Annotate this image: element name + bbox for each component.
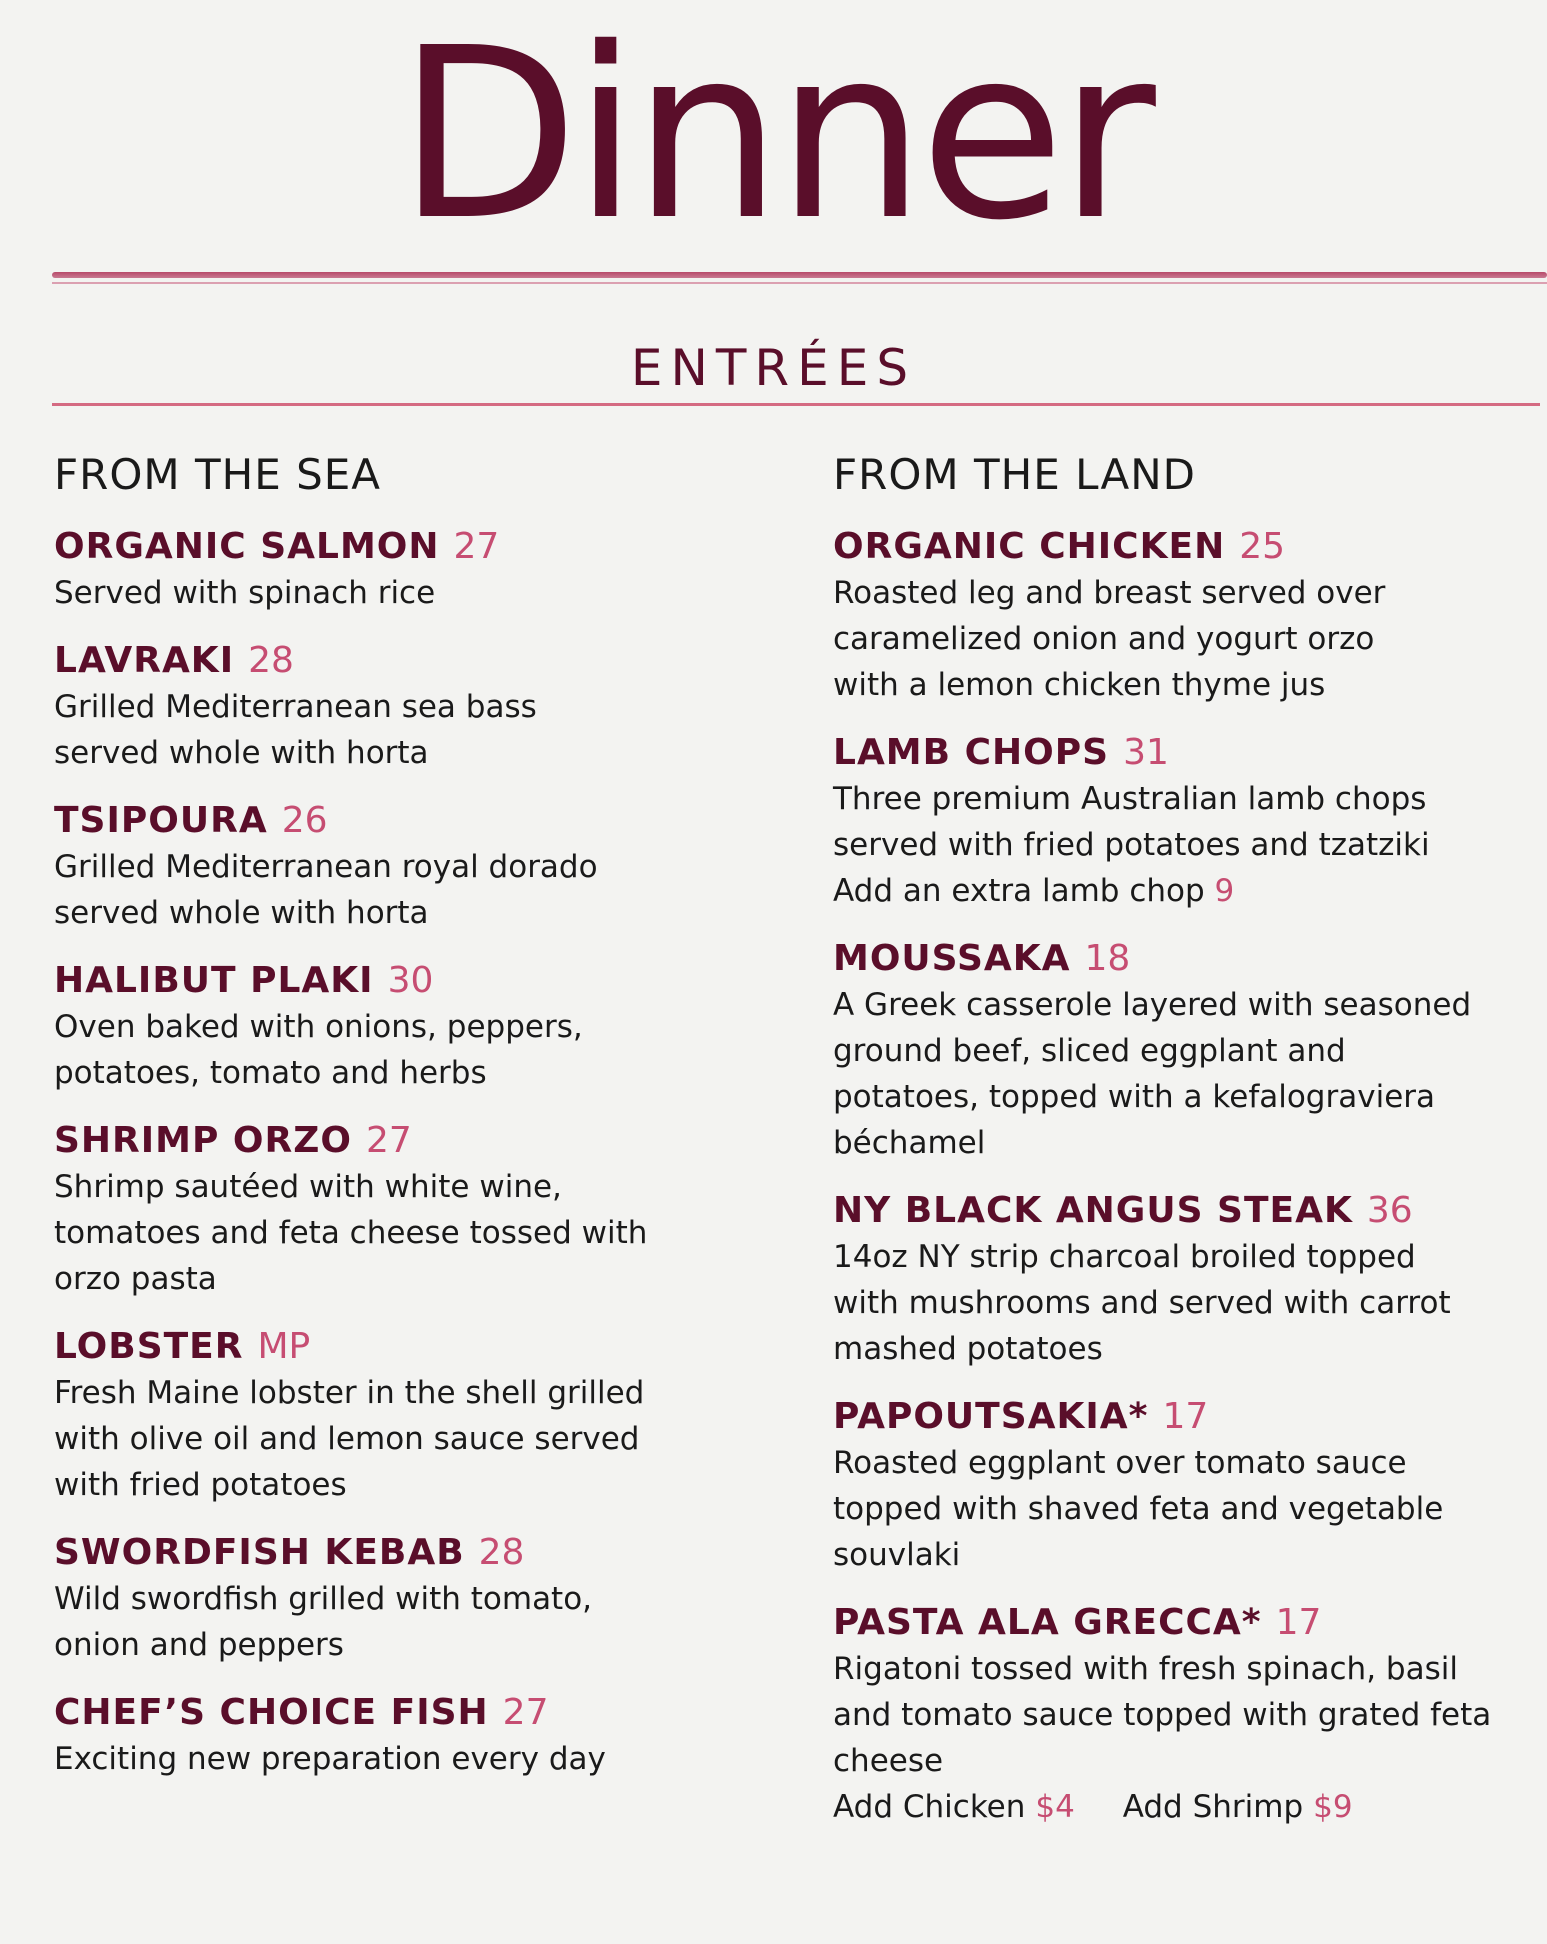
item-name: HALIBUT PLAKI <box>54 960 374 1001</box>
section-divider <box>52 403 1540 406</box>
item-price: 28 <box>248 640 294 681</box>
sea-heading: FROM THE SEA <box>54 450 382 499</box>
item-price: 30 <box>387 960 434 1001</box>
item-description: Grilled Mediterranean royal dorado served whole with horta <box>54 849 598 931</box>
item-price: 27 <box>502 1692 549 1733</box>
menu-item <box>54 1324 704 1508</box>
land-heading: FROM THE LAND <box>833 450 1196 499</box>
extra-price: 9 <box>1214 873 1235 909</box>
item-name: SWORDFISH KEBAB <box>54 1532 465 1573</box>
menu-item <box>54 798 704 936</box>
addon-label: Add Shrimp <box>1122 1789 1304 1825</box>
item-price: 17 <box>1275 1602 1322 1643</box>
addon-row <box>833 1784 1533 1830</box>
item-name: SHRIMP ORZO <box>54 1120 352 1161</box>
addon-shrimp <box>1123 1784 1353 1830</box>
addon-label: Add Chicken <box>833 1789 1026 1825</box>
menu-item <box>54 1690 704 1782</box>
title-divider-thin <box>52 282 1547 284</box>
item-name: NY BLACK ANGUS STEAK <box>833 1190 1353 1231</box>
item-price: 31 <box>1123 732 1169 773</box>
item-description: Wild swordfish grilled with tomato, onion and peppers <box>54 1581 593 1663</box>
sea-column <box>54 448 704 1782</box>
item-name: CHEF’S CHOICE FISH <box>54 1692 489 1733</box>
item-name: LOBSTER <box>54 1326 244 1367</box>
item-name: PAPOUTSAKIA* <box>833 1396 1149 1437</box>
item-description: Served with spinach rice <box>54 575 436 611</box>
item-price: 27 <box>453 526 500 567</box>
menu-item <box>833 1188 1533 1372</box>
item-description: Roasted leg and breast served over caramelized onion and yogurt orzo with a lemon chicken thyme jus <box>833 575 1386 703</box>
menu-item <box>54 958 704 1096</box>
addon-price: $4 <box>1035 1789 1075 1825</box>
item-description: Grilled Mediterranean sea bass served whole with horta <box>54 689 537 771</box>
item-price: 26 <box>281 800 328 841</box>
extra-label: Add an extra lamb chop <box>833 873 1205 909</box>
item-extra <box>833 868 1533 914</box>
item-price: 36 <box>1366 1190 1413 1231</box>
menu-item <box>54 638 704 776</box>
item-description: Roasted eggplant over tomato sauce topped with shaved feta and vegetable souvlaki <box>833 1445 1444 1573</box>
item-name: LAVRAKI <box>54 640 235 681</box>
menu-item <box>54 1118 704 1302</box>
item-description: Shrimp sautéed with white wine, tomatoes and feta cheese tossed with orzo pasta <box>54 1169 648 1297</box>
item-price: 27 <box>365 1120 412 1161</box>
item-price: 25 <box>1239 526 1286 567</box>
menu-item <box>833 936 1533 1166</box>
menu-item <box>54 1530 704 1668</box>
menu-item <box>833 730 1533 914</box>
item-description: Oven baked with onions, peppers, potatoes, tomato and herbs <box>54 1009 583 1091</box>
item-name: MOUSSAKA <box>833 938 1071 979</box>
item-description: Fresh Maine lobster in the shell grilled with olive oil and lemon sauce served with fried potatoes <box>54 1375 645 1503</box>
land-column <box>833 448 1533 1830</box>
section-title: ENTRÉES <box>630 339 917 397</box>
menu-item <box>833 524 1533 708</box>
item-name: PASTA ALA GRECCA* <box>833 1602 1262 1643</box>
item-price: 17 <box>1162 1396 1209 1437</box>
menu-title: Dinner <box>397 0 1150 272</box>
item-name: LAMB CHOPS <box>833 732 1110 773</box>
item-description: 14oz NY strip charcoal broiled topped with mushrooms and served with carrot mashed potatoes <box>833 1239 1451 1367</box>
title-divider <box>52 272 1547 278</box>
item-price: 18 <box>1084 938 1131 979</box>
item-price: MP <box>257 1326 311 1367</box>
item-price: 28 <box>478 1532 525 1573</box>
item-name: ORGANIC SALMON <box>54 526 440 567</box>
menu-item <box>833 1600 1533 1830</box>
addon-price: $9 <box>1313 1789 1353 1825</box>
menu-item <box>54 524 704 616</box>
item-description: Rigatoni tossed with fresh spinach, basil and tomato sauce topped with grated feta cheese <box>833 1651 1492 1779</box>
item-description: Exciting new preparation every day <box>54 1741 606 1777</box>
item-name: TSIPOURA <box>54 800 268 841</box>
item-name: ORGANIC CHICKEN <box>833 526 1226 567</box>
item-description: Three premium Australian lamb chops served with fried potatoes and tzatziki <box>833 781 1430 863</box>
menu-item <box>833 1394 1533 1578</box>
addon-chicken <box>833 1784 1075 1830</box>
item-description: A Greek casserole layered with seasoned ground beef, sliced eggplant and potatoes, topped with a kefalograviera béchamel <box>833 987 1472 1161</box>
